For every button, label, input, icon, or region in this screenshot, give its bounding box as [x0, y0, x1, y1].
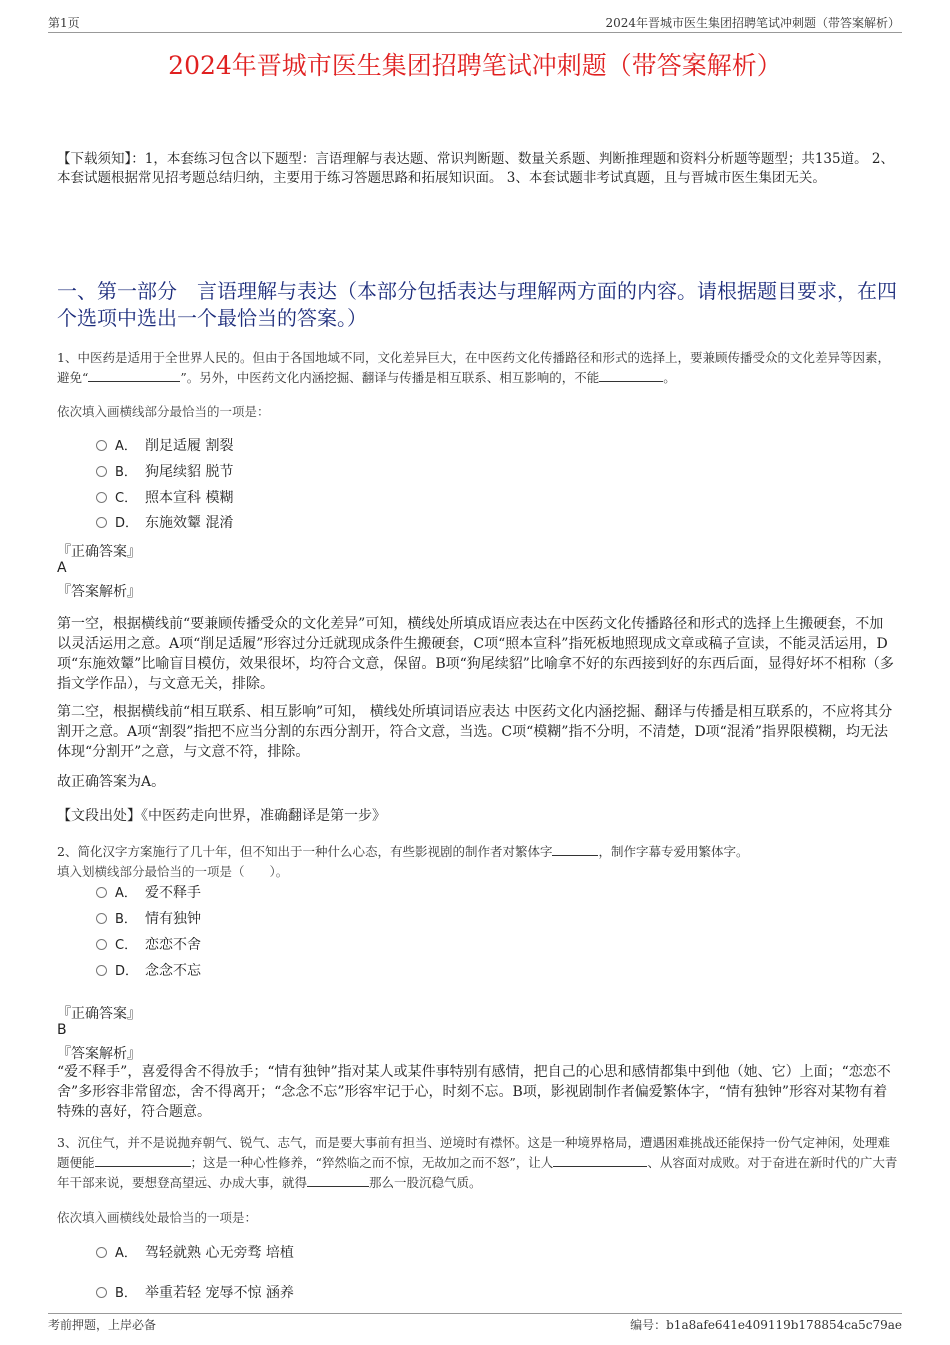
- correct-answer-label: 『正确答案』: [57, 1006, 141, 1022]
- footer-slogan: 考前押题，上岸必备: [48, 1318, 157, 1332]
- question-1-analysis-2: 第二空，根据横线前“相互联系、相互影响”可知， 横线处所填词语应表达 中医药文化内涵挖掘、翻译与传播是相互联系的，不应将其分割开之意。A项“割裂”指把不应当分割的东西分割开，符合文意，当选。C项“模糊”指不分明，不清楚，D项“混淆”指界限模糊，均无法体现“分割开”之意，与文意不符，排除。: [57, 704, 893, 760]
- page-number: 第1页: [48, 16, 80, 30]
- question-3-instruction: 依次填入画横线处最恰当的一项是：: [57, 1210, 258, 1225]
- q2-option-a[interactable]: A． 爱不释手: [96, 882, 201, 904]
- question-2-answer: B: [57, 1022, 67, 1038]
- analysis-label: 『答案解析』: [57, 1046, 141, 1062]
- radio-icon[interactable]: [96, 965, 107, 976]
- q2-option-b[interactable]: B． 情有独钟: [96, 908, 201, 930]
- q1-option-d[interactable]: D． 东施效颦 混淆: [96, 512, 233, 534]
- radio-icon[interactable]: [96, 1287, 107, 1298]
- radio-icon[interactable]: [96, 440, 107, 451]
- q1-option-b[interactable]: B． 狗尾续貂 脱节: [96, 461, 233, 483]
- question-1-stem: 1、中医药是适用于全世界人民的。但由于各国地域不同，文化差异巨大，在中医药文化传播路径和形式的选择上，要兼顾传播受众的文化差异等因素，避免“ ”。另外，中医药文化内涵挖掘、翻译与传播是相互联系、相互影响的，不能 。: [57, 350, 890, 385]
- q2-option-d[interactable]: D． 念念不忘: [96, 960, 201, 982]
- q3-option-b[interactable]: B． 举重若轻 宠辱不惊 涵养: [96, 1282, 294, 1304]
- header-doc-title: 2024年晋城市医生集团招聘笔试冲刺题（带答案解析）: [605, 16, 900, 30]
- header-divider: [48, 32, 902, 33]
- correct-answer-label: 『正确答案』: [57, 544, 141, 560]
- answer-blank: [553, 1154, 647, 1167]
- answer-blank: [307, 1174, 369, 1187]
- question-1-analysis-1: 第一空，根据横线前“要兼顾传播受众的文化差异”可知，横线处所填成语应表达在中医药文化传播路径和形式的选择上生搬硬套，不加以灵活运用之意。A项“削足适履”形容过分迁就现成条件生搬硬套，C项“照本宣科”指死板地照现成文章或稿子宣读，不能灵活运用，D项“东施效颦”比喻盲目模仿，效果很坏，均符合文意，保留。B项“狗尾续貂”比喻拿不好的东西接到好的东西后面，显得好坏不相称（多指文学作品），与文意无关，排除。: [57, 616, 894, 692]
- question-2-instruction: 填入划横线部分最恰当的一项是（ ）。: [57, 864, 289, 879]
- answer-blank: [599, 369, 663, 382]
- question-1-conclusion: 故正确答案为A。: [57, 774, 166, 790]
- analysis-label: 『答案解析』: [57, 584, 141, 600]
- answer-blank: [88, 369, 180, 382]
- radio-icon[interactable]: [96, 517, 107, 528]
- radio-icon[interactable]: [96, 1247, 107, 1258]
- radio-icon[interactable]: [96, 492, 107, 503]
- radio-icon[interactable]: [96, 913, 107, 924]
- footer-document-id: 编号：b1a8afe641e409119b178854ca5c79ae: [630, 1318, 902, 1332]
- question-1-instruction: 依次填入画横线部分最恰当的一项是：: [57, 404, 270, 419]
- download-notice: 【下载须知】：1，本套练习包含以下题型：言语理解与表达题、常识判断题、数量关系题、判断推理题和资料分析题等题型；共135道。 2、本套试题根据常见招考题总结归纳，主要用于练习答题思路和拓展知识面。 3、本套试题非考试真题，且与晋城市医生集团无关。: [57, 151, 894, 186]
- question-3-stem: 3、沉住气，并不是说抛弃朝气、锐气、志气，而是要大事前有担当、逆境时有襟怀。这是一种境界格局，遭遇困难挑战还能保持一份气定神闲，处理难题便能 ；这是一种心性修养，“猝然临之而不惊，无故加之而不怒”，让人 、从容面对成败。对于奋进在新时代的广大青年干部来说，要想登高望远、办成大事，就得 那么一股沉稳气质。: [57, 1135, 898, 1190]
- answer-blank: [552, 843, 598, 856]
- answer-blank: [95, 1154, 191, 1167]
- question-2-analysis: “爱不释手”，喜爱得舍不得放手；“情有独钟”指对某人或某件事特别有感情，把自己的心思和感情都集中到他（她、它）上面；“恋恋不舍”多形容非常留恋，舍不得离开；“念念不忘”形容牢记于心，时刻不忘。B项，影视剧制作者偏爱繁体字，“情有独钟”形容对某物有着特殊的喜好，符合题意。: [57, 1064, 891, 1120]
- q1-option-a[interactable]: A． 削足适履 割裂: [96, 435, 233, 457]
- radio-icon[interactable]: [96, 887, 107, 898]
- question-2-stem: 2、简化汉字方案施行了几十年，但不知出于一种什么心态，有些影视剧的制作者对繁体字 ，制作字幕专爱用繁体字。: [57, 844, 749, 859]
- q2-option-c[interactable]: C． 恋恋不舍: [96, 934, 201, 956]
- q3-option-a[interactable]: A． 驾轻就熟 心无旁骛 培植: [96, 1242, 294, 1264]
- radio-icon[interactable]: [96, 939, 107, 950]
- radio-icon[interactable]: [96, 466, 107, 477]
- question-1-source: 【文段出处】《中医药走向世界，准确翻译是第一步》: [57, 808, 386, 824]
- section-heading: 一、第一部分 言语理解与表达（本部分包括表达与理解两方面的内容。请根据题目要求，在四个选项中选出一个最恰当的答案。）: [57, 279, 897, 330]
- q1-option-c[interactable]: C． 照本宣科 模糊: [96, 487, 233, 509]
- footer-divider: [48, 1313, 902, 1314]
- question-1-answer: A: [57, 560, 67, 576]
- page-title: 2024年晋城市医生集团招聘笔试冲刺题（带答案解析）: [168, 51, 782, 80]
